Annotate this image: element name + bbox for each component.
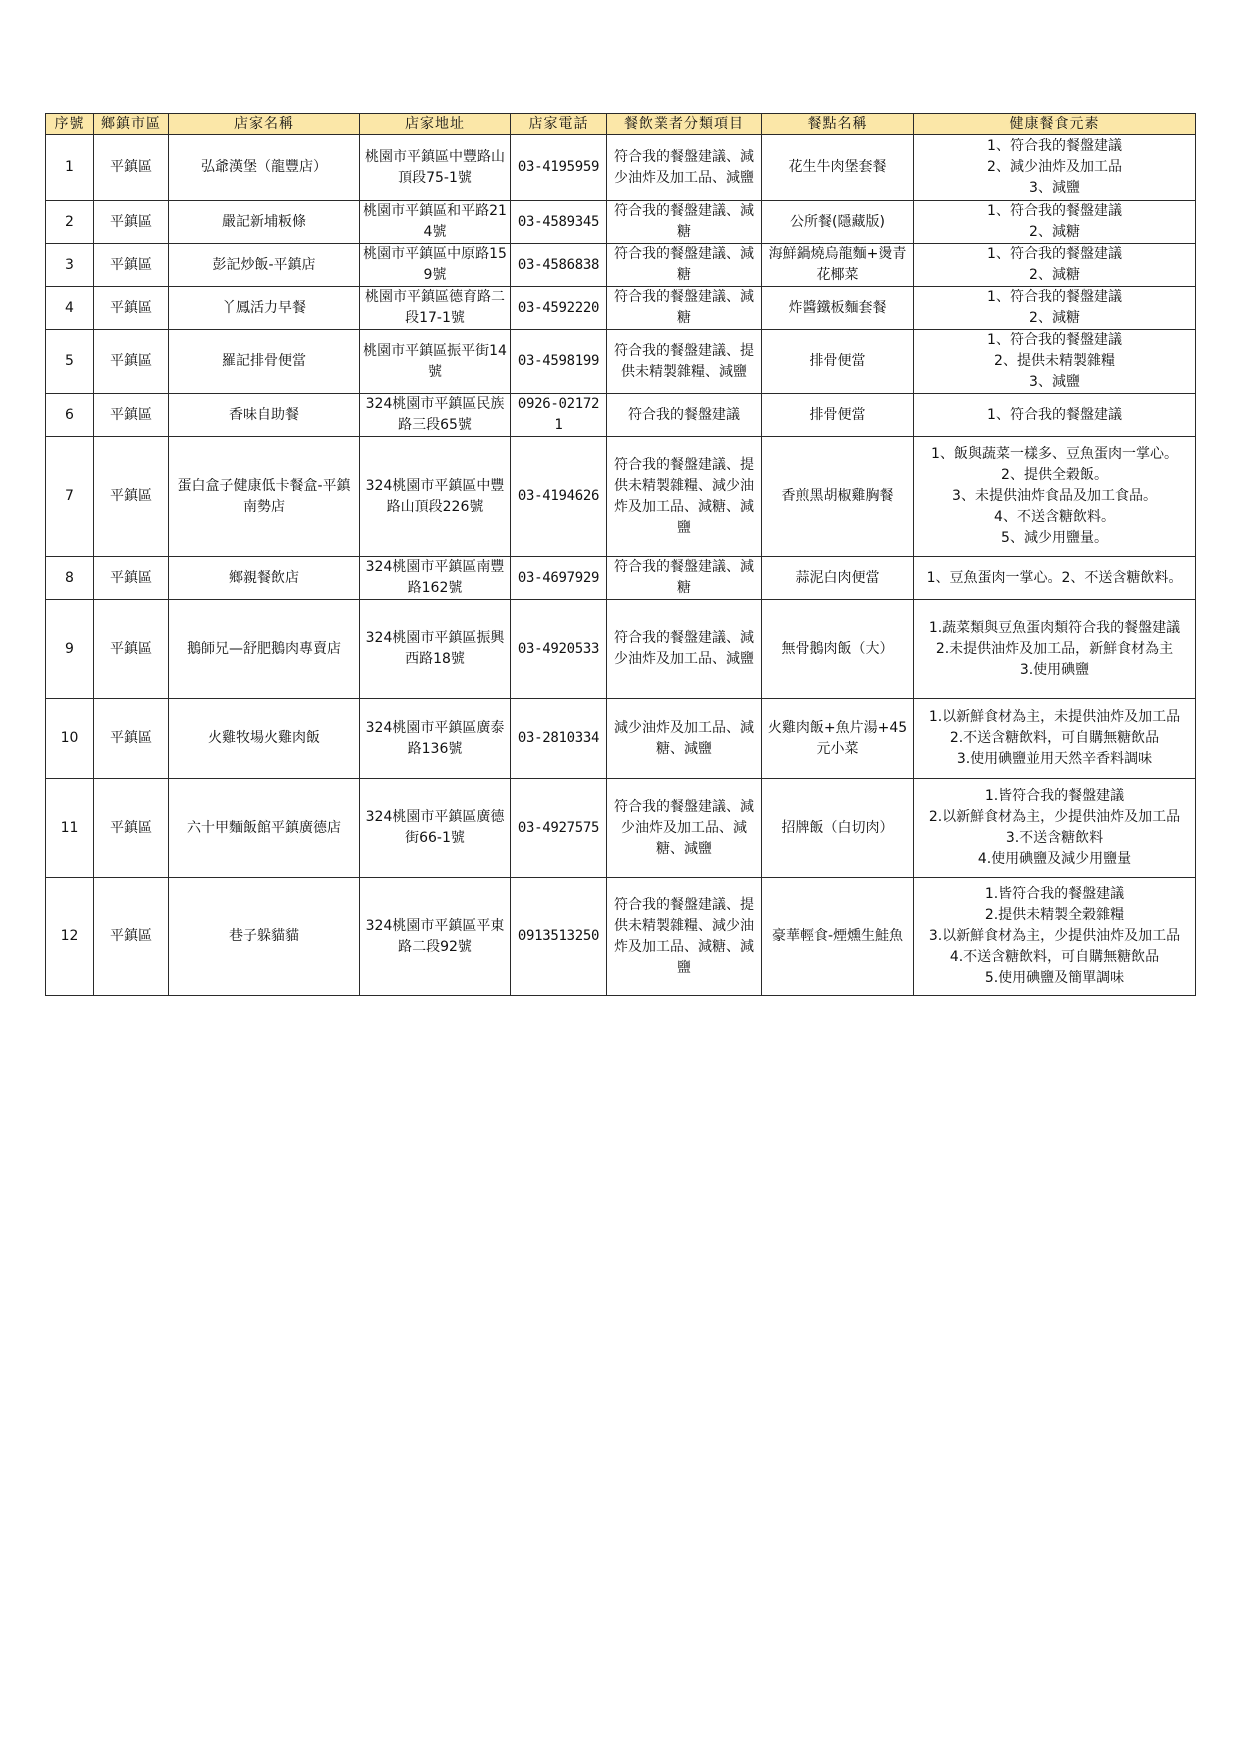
cell-no: 7	[46, 437, 94, 557]
cell-phone: 03-4589345	[511, 201, 607, 244]
element-line: 2、減糖	[1029, 267, 1080, 283]
cell-district: 平鎮區	[94, 600, 169, 699]
table-row	[46, 557, 1196, 600]
element-line: 2、提供未精製雜糧	[994, 353, 1115, 369]
cell-no: 9	[46, 600, 94, 699]
cell-category: 符合我的餐盤建議、減糖	[607, 244, 762, 287]
cell-name: 六十甲麵飯館平鎮廣德店	[169, 779, 360, 878]
table-row	[46, 600, 1196, 699]
cell-name: 香味自助餐	[169, 394, 360, 437]
cell-name: 嚴記新埔粄條	[169, 201, 360, 244]
element-line: 4.使用碘鹽及減少用鹽量	[977, 851, 1132, 867]
cell-meal: 豪華輕食-煙燻生鮭魚	[762, 878, 914, 996]
table-row	[46, 699, 1196, 779]
cell-no: 2	[46, 201, 94, 244]
cell-no: 8	[46, 557, 94, 600]
element-line: 3.使用碘鹽並用天然辛香料調味	[956, 751, 1153, 767]
cell-no: 12	[46, 878, 94, 996]
cell-elements	[914, 244, 1196, 287]
cell-address: 324桃園市平鎮區振興西路18號	[360, 600, 511, 699]
cell-phone: 03-4920533	[511, 600, 607, 699]
cell-no: 1	[46, 135, 94, 201]
element-line: 2、減少油炸及加工品	[987, 159, 1122, 175]
cell-district: 平鎮區	[94, 244, 169, 287]
element-line: 1、符合我的餐盤建議	[987, 406, 1122, 423]
cell-category: 符合我的餐盤建議、提供未精製雜糧、減少油炸及加工品、減糖、減鹽	[607, 878, 762, 996]
cell-district: 平鎮區	[94, 699, 169, 779]
cell-no: 6	[46, 394, 94, 437]
cell-category: 符合我的餐盤建議、減糖	[607, 287, 762, 330]
cell-address: 桃園市平鎮區德育路二段17-1號	[360, 287, 511, 330]
cell-category: 符合我的餐盤建議、減少油炸及加工品、減糖、減鹽	[607, 779, 762, 878]
element-line: 2.不送含糖飲料，可自購無糖飲品	[949, 730, 1160, 746]
cell-address: 桃園市平鎮區中豐路山頂段75-1號	[360, 135, 511, 201]
element-line: 2、減糖	[1029, 310, 1080, 326]
cell-meal: 火雞肉飯+魚片湯+45元小菜	[762, 699, 914, 779]
cell-elements	[914, 779, 1196, 878]
cell-name: 丫鳳活力早餐	[169, 287, 360, 330]
cell-district: 平鎮區	[94, 201, 169, 244]
cell-category: 符合我的餐盤建議、減少油炸及加工品、減鹽	[607, 135, 762, 201]
element-line: 2、提供全穀飯。	[1001, 467, 1108, 483]
cell-name: 蛋白盒子健康低卡餐盒-平鎮南勢店	[169, 437, 360, 557]
cell-category: 符合我的餐盤建議、減糖	[607, 201, 762, 244]
element-line: 1.以新鮮食材為主，未提供油炸及加工品	[928, 709, 1181, 725]
header-cell-elements: 健康餐食元素	[914, 114, 1196, 135]
cell-district: 平鎮區	[94, 330, 169, 394]
header-row	[46, 114, 1196, 135]
cell-meal: 招牌飯（白切肉）	[762, 779, 914, 878]
element-line: 1、豆魚蛋肉一掌心。2、不送含糖飲料。	[926, 569, 1183, 586]
cell-meal: 蒜泥白肉便當	[762, 557, 914, 600]
cell-phone: 0926-021721	[511, 394, 607, 437]
table-body	[46, 135, 1196, 996]
cell-address: 324桃園市平鎮區廣德街66-1號	[360, 779, 511, 878]
cell-elements	[914, 287, 1196, 330]
cell-meal: 香煎黑胡椒雞胸餐	[762, 437, 914, 557]
cell-name: 羅記排骨便當	[169, 330, 360, 394]
cell-elements	[914, 330, 1196, 394]
cell-phone: 03-4194626	[511, 437, 607, 557]
element-line: 5.使用碘鹽及簡單調味	[984, 970, 1125, 986]
cell-address: 桃園市平鎮區中原路159號	[360, 244, 511, 287]
header-cell-phone: 店家電話	[511, 114, 607, 135]
cell-name: 巷子躲貓貓	[169, 878, 360, 996]
cell-phone: 03-4195959	[511, 135, 607, 201]
element-line: 2.未提供油炸及加工品，新鮮食材為主	[935, 640, 1174, 657]
cell-address: 324桃園市平鎮區平東路二段92號	[360, 878, 511, 996]
header-cell-district: 鄉鎮市區	[94, 114, 169, 135]
header-cell-name: 店家名稱	[169, 114, 360, 135]
cell-address: 桃園市平鎮區和平路214號	[360, 201, 511, 244]
cell-address: 324桃園市平鎮區中豐路山頂段226號	[360, 437, 511, 557]
cell-elements	[914, 557, 1196, 600]
element-line: 3.不送含糖飲料	[1005, 830, 1104, 846]
element-line: 2、減糖	[1029, 224, 1080, 240]
element-line: 2.提供未精製全穀雜糧	[984, 907, 1125, 923]
cell-no: 4	[46, 287, 94, 330]
table-row	[46, 779, 1196, 878]
cell-phone: 03-4592220	[511, 287, 607, 330]
table-row	[46, 437, 1196, 557]
cell-elements	[914, 201, 1196, 244]
cell-meal: 排骨便當	[762, 394, 914, 437]
cell-meal: 公所餐(隱藏版)	[762, 201, 914, 244]
cell-category: 減少油炸及加工品、減糖、減鹽	[607, 699, 762, 779]
cell-district: 平鎮區	[94, 437, 169, 557]
cell-elements	[914, 437, 1196, 557]
cell-category: 符合我的餐盤建議、減少油炸及加工品、減鹽	[607, 600, 762, 699]
cell-no: 5	[46, 330, 94, 394]
header-cell-no: 序號	[46, 114, 94, 135]
cell-no: 11	[46, 779, 94, 878]
cell-category: 符合我的餐盤建議	[607, 394, 762, 437]
cell-district: 平鎮區	[94, 878, 169, 996]
element-line: 1.皆符合我的餐盤建議	[984, 788, 1125, 804]
cell-name: 鄉親餐飲店	[169, 557, 360, 600]
cell-phone: 03-2810334	[511, 699, 607, 779]
cell-address: 324桃園市平鎮區民族路三段65號	[360, 394, 511, 437]
table-row	[46, 287, 1196, 330]
cell-phone: 03-4697929	[511, 557, 607, 600]
cell-phone: 0913513250	[511, 878, 607, 996]
cell-meal: 海鮮鍋燒烏龍麵+燙青花椰菜	[762, 244, 914, 287]
cell-address: 324桃園市平鎮區廣泰路136號	[360, 699, 511, 779]
cell-no: 10	[46, 699, 94, 779]
cell-no: 3	[46, 244, 94, 287]
cell-elements	[914, 878, 1196, 996]
cell-name: 彭記炒飯-平鎮店	[169, 244, 360, 287]
table-row	[46, 135, 1196, 201]
element-line: 3.使用碘鹽	[1019, 661, 1090, 678]
cell-elements	[914, 600, 1196, 699]
table-row	[46, 878, 1196, 996]
header-cell-meal: 餐點名稱	[762, 114, 914, 135]
table-row	[46, 330, 1196, 394]
cell-district: 平鎮區	[94, 394, 169, 437]
table-row	[46, 244, 1196, 287]
element-line: 3、減鹽	[1029, 180, 1080, 196]
cell-district: 平鎮區	[94, 287, 169, 330]
element-line: 4.不送含糖飲料，可自購無糖飲品	[949, 949, 1160, 965]
cell-district: 平鎮區	[94, 779, 169, 878]
cell-name: 弘爺漢堡（龍豐店）	[169, 135, 360, 201]
element-line: 1、符合我的餐盤建議	[987, 203, 1122, 219]
element-line: 5、減少用鹽量。	[1001, 530, 1108, 546]
cell-name: 鵝師兄—舒肥鵝肉專賣店	[169, 600, 360, 699]
element-line: 2.以新鮮食材為主，少提供油炸及加工品	[928, 809, 1181, 825]
cell-meal: 無骨鵝肉飯（大）	[762, 600, 914, 699]
cell-category: 符合我的餐盤建議、提供未精製雜糧、減鹽	[607, 330, 762, 394]
table-row	[46, 201, 1196, 244]
header-cell-address: 店家地址	[360, 114, 511, 135]
element-line: 1、符合我的餐盤建議	[987, 332, 1122, 348]
cell-phone: 03-4927575	[511, 779, 607, 878]
cell-category: 符合我的餐盤建議、提供未精製雜糧、減少油炸及加工品、減糖、減鹽	[607, 437, 762, 557]
cell-phone: 03-4586838	[511, 244, 607, 287]
cell-address: 桃園市平鎮區振平街14號	[360, 330, 511, 394]
element-line: 1、符合我的餐盤建議	[987, 246, 1122, 262]
element-line: 3、未提供油炸食品及加工食品。	[952, 488, 1157, 504]
cell-elements	[914, 135, 1196, 201]
element-line: 4、不送含糖飲料。	[994, 509, 1115, 525]
restaurant-table	[45, 113, 1196, 996]
element-line: 1.蔬菜類與豆魚蛋肉類符合我的餐盤建議	[928, 619, 1181, 636]
element-line: 1、符合我的餐盤建議	[987, 138, 1122, 154]
cell-district: 平鎮區	[94, 135, 169, 201]
cell-address: 324桃園市平鎮區南豐路162號	[360, 557, 511, 600]
element-line: 1、符合我的餐盤建議	[987, 289, 1122, 305]
cell-name: 火雞牧場火雞肉飯	[169, 699, 360, 779]
cell-category: 符合我的餐盤建議、減糖	[607, 557, 762, 600]
element-line: 1.皆符合我的餐盤建議	[984, 886, 1125, 902]
cell-meal: 花生牛肉堡套餐	[762, 135, 914, 201]
cell-phone: 03-4598199	[511, 330, 607, 394]
element-line: 1、飯與蔬菜一樣多、豆魚蛋肉一掌心。	[931, 446, 1178, 462]
cell-elements	[914, 394, 1196, 437]
cell-meal: 排骨便當	[762, 330, 914, 394]
element-line: 3.以新鮮食材為主，少提供油炸及加工品	[928, 928, 1181, 944]
cell-elements	[914, 699, 1196, 779]
header-cell-category: 餐飲業者分類項目	[607, 114, 762, 135]
element-line: 3、減鹽	[1029, 374, 1080, 390]
cell-meal: 炸醬鐵板麵套餐	[762, 287, 914, 330]
cell-district: 平鎮區	[94, 557, 169, 600]
table-row	[46, 394, 1196, 437]
